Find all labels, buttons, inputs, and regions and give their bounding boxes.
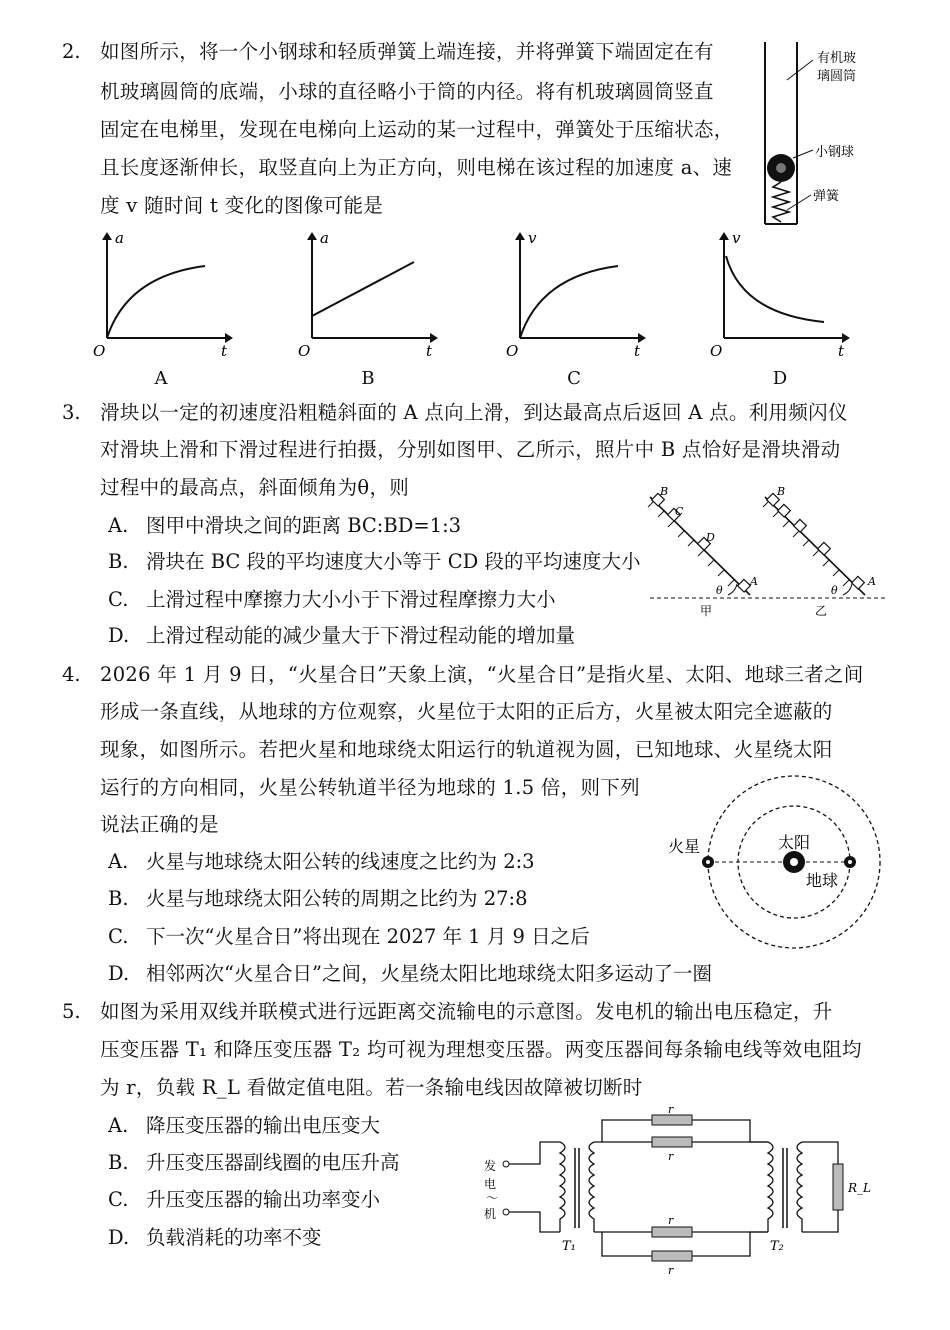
option-text: 滑块在 BC 段的平均速度大小等于 CD 段的平均速度大小 (146, 550, 641, 573)
question-text-line: 说法正确的是 (100, 813, 219, 836)
option-text: 图甲中滑块之间的距离 BC:BD=1:3 (146, 514, 462, 537)
question-text-line: 为 r，负载 R_L 看做定值电阻。若一条输电线因故障被切断时 (100, 1076, 643, 1099)
option-text: 火星与地球绕太阳公转的线速度之比约为 2:3 (146, 850, 535, 873)
resistor-label: r (668, 1214, 674, 1227)
option-a (108, 514, 461, 538)
point-label: B (777, 485, 786, 498)
point-label: D (706, 531, 715, 544)
tube-spring-figure (755, 40, 875, 230)
angle-label: θ (831, 584, 838, 597)
transmission-circuit-figure (478, 1103, 888, 1288)
option-text: 相邻两次“火星合日”之间，火星绕太阳比地球绕太阳多运动了一圈 (146, 962, 712, 985)
option-key: A. (108, 514, 129, 537)
option-key: B. (108, 1151, 129, 1174)
question-text-line: 过程中的最高点，斜面倾角为θ，则 (100, 476, 410, 499)
option-key: D. (108, 962, 130, 985)
option-key: D. (108, 624, 130, 647)
origin-label: O (93, 342, 106, 360)
question-text-line: 现象，如图所示。若把火星和地球绕太阳运行的轨道视为圆，已知地球、火星绕太阳 (100, 738, 833, 761)
graph-option-label: D (772, 368, 788, 389)
resistor-label: r (668, 1150, 674, 1163)
question-text-line: 滑块以一定的初速度沿粗糙斜面的 A 点向上滑，到达最高点后返回 A 点。利用频闪仪 (100, 401, 848, 424)
question-text-line: 运行的方向相同，火星公转轨道半径为地球的 1.5 倍，则下列 (100, 776, 640, 799)
x-axis-label: t (838, 342, 845, 360)
question-text-line: 如图为采用双线并联模式进行远距离交流输电的示意图。发电机的输出电压稳定，升 (100, 1000, 833, 1023)
question-number: 3. (62, 401, 81, 424)
option-key: D. (108, 1226, 130, 1249)
option-b (108, 550, 640, 574)
question-text-line: 2026 年 1 月 9 日，“火星合日”天象上演，“火星合日”是指火星、太阳、地球三者之间 (100, 663, 864, 686)
t2-label: T₂ (770, 1239, 784, 1254)
option-b (108, 1151, 400, 1175)
resistor-label: r (668, 1103, 674, 1116)
point-label: A (868, 575, 876, 588)
option-key: B. (108, 887, 129, 910)
angle-label: θ (716, 584, 723, 597)
option-text: 上滑过程动能的减少量大于下滑过程动能的增加量 (146, 624, 576, 647)
y-axis-label: a (115, 229, 124, 247)
question-text-line: 度 v 随时间 t 变化的图像可能是 (100, 194, 384, 217)
figure-caption: 乙 (815, 604, 828, 618)
ball-label: 小钢球 (815, 145, 855, 160)
earth-label: 地球 (806, 871, 839, 890)
option-text: 降压变压器的输出电压变大 (146, 1114, 381, 1137)
x-axis-label: t (634, 342, 641, 360)
x-axis-label: t (221, 342, 228, 360)
incline-figure (640, 485, 890, 620)
generator-label: 机 (484, 1207, 497, 1221)
option-d (108, 1226, 322, 1250)
option-c (108, 588, 556, 612)
y-axis-label: v (732, 229, 741, 247)
option-text: 负载消耗的功率不变 (146, 1226, 322, 1249)
graph-d (712, 228, 852, 358)
option-text: 下一次“火星合日”将出现在 2027 年 1 月 9 日之后 (146, 925, 590, 948)
load-label: R_L (848, 1181, 872, 1195)
orbit-figure (660, 778, 890, 963)
option-text: 上滑过程中摩擦力大小小于下滑过程摩擦力大小 (146, 588, 556, 611)
option-text: 升压变压器副线圈的电压升高 (146, 1151, 400, 1174)
option-key: C. (108, 1188, 129, 1211)
question-text-line: 如图所示，将一个小钢球和轻质弹簧上端连接，并将弹簧下端固定在有 (100, 40, 714, 63)
option-d (108, 962, 712, 986)
question-text-line: 机玻璃圆筒的底端，小球的直径略小于筒的内径。将有机玻璃圆筒竖直 (100, 80, 714, 103)
option-text: 火星与地球绕太阳公转的周期之比约为 27:8 (146, 887, 528, 910)
question-number: 5. (62, 1000, 81, 1023)
question-number: 2. (62, 40, 81, 63)
question-text-line: 形成一条直线，从地球的方位观察，火星位于太阳的正后方，火星被太阳完全遮蔽的 (100, 700, 833, 723)
origin-label: O (506, 342, 519, 360)
origin-label: O (298, 342, 311, 360)
y-axis-label: a (320, 229, 329, 247)
graph-option-label: A (154, 368, 168, 389)
point-label: C (675, 505, 684, 518)
option-c (108, 1188, 380, 1212)
generator-label: 发 (484, 1159, 497, 1173)
origin-label: O (710, 342, 723, 360)
figure-caption: 甲 (700, 604, 713, 618)
graph-option-label: B (361, 368, 375, 389)
option-key: C. (108, 925, 129, 948)
option-key: A. (108, 1114, 129, 1137)
resistor-label: r (668, 1264, 674, 1277)
question-number: 4. (62, 663, 81, 686)
spring-label: 弹簧 (813, 189, 840, 204)
question-text-line: 固定在电梯里，发现在电梯向上运动的某一过程中，弹簧处于压缩状态， (100, 118, 734, 141)
sun-label: 太阳 (778, 833, 811, 852)
point-label: B (660, 485, 669, 498)
graph-a (95, 228, 235, 358)
option-d (108, 624, 575, 648)
option-b (108, 887, 528, 911)
generator-label: 电 (484, 1177, 497, 1191)
option-key: A. (108, 850, 129, 873)
graph-option-label: C (567, 368, 581, 389)
graph-c (508, 228, 648, 358)
mars-label: 火星 (668, 837, 701, 856)
tube-label: 有机玻 (817, 51, 857, 66)
t1-label: T₁ (562, 1239, 576, 1254)
y-axis-label: v (528, 229, 537, 247)
generator-label: ～ (486, 1191, 499, 1205)
point-label: A (750, 575, 758, 588)
question-text-line: 且长度逐渐伸长，取竖直向上为正方向，则电梯在该过程的加速度 a、速 (100, 156, 733, 179)
x-axis-label: t (426, 342, 433, 360)
question-text-line: 压变压器 T₁ 和降压变压器 T₂ 均可视为理想变压器。两变压器间每条输电线等效电阻均 (100, 1038, 862, 1061)
tube-label: 璃圆筒 (817, 69, 857, 84)
question-text-line: 对滑块上滑和下滑过程进行拍摄，分别如图甲、乙所示，照片中 B 点恰好是滑块滑动 (100, 438, 841, 461)
option-key: B. (108, 550, 129, 573)
option-key: C. (108, 588, 129, 611)
option-a (108, 850, 535, 874)
option-a (108, 1114, 380, 1138)
graph-b (300, 228, 440, 358)
option-c (108, 925, 590, 949)
option-text: 升压变压器的输出功率变小 (146, 1188, 381, 1211)
